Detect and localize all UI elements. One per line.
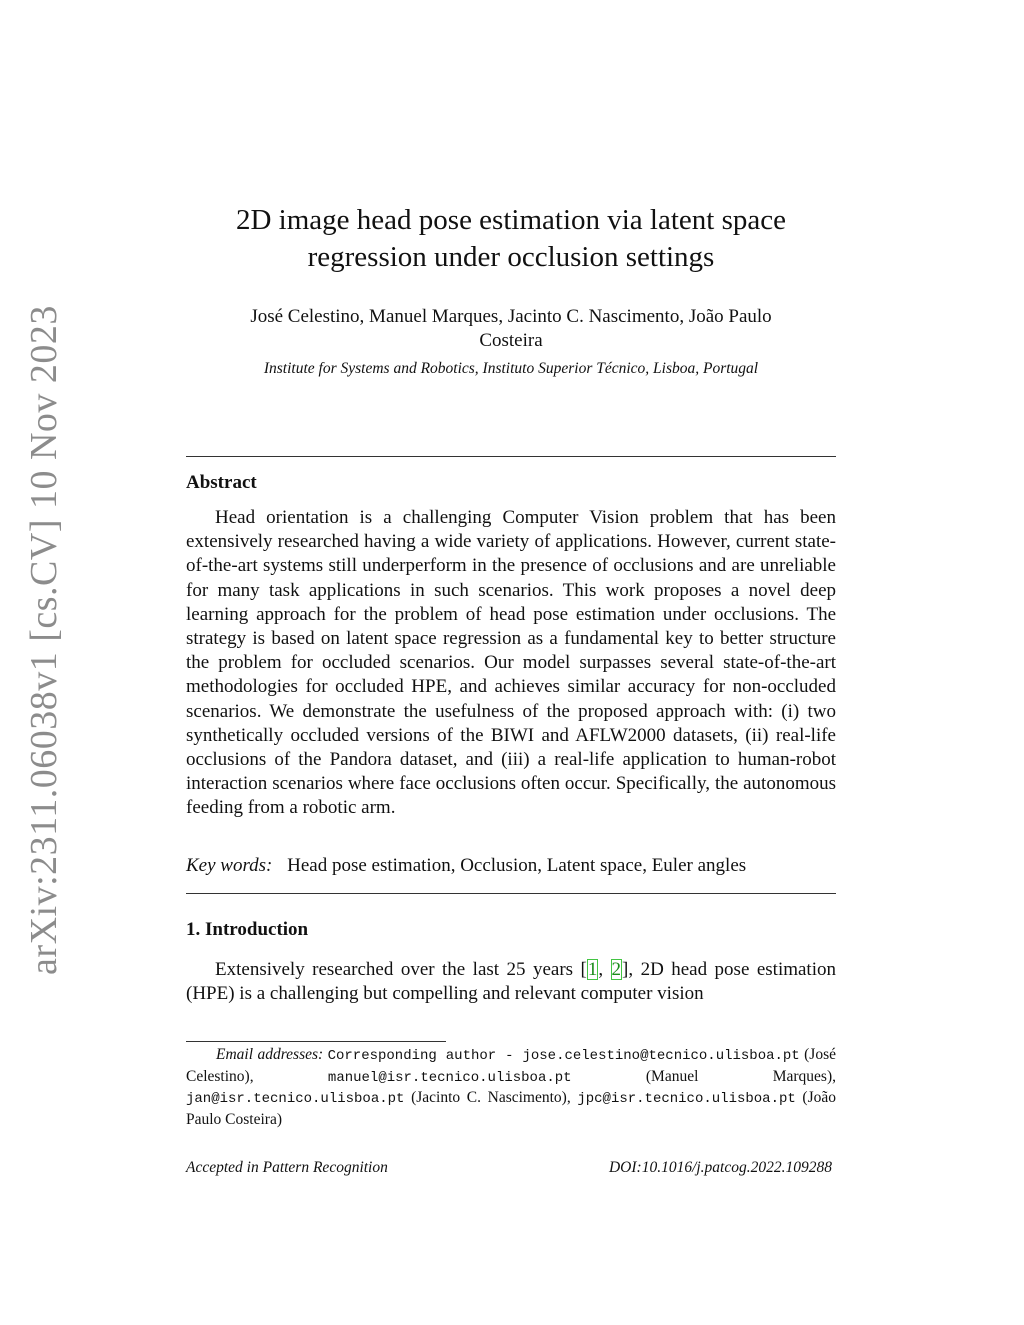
email-jacinto[interactable]: jan@isr.tecnico.ulisboa.pt [186,1091,405,1107]
keywords [186,855,836,877]
email-footnote [186,1045,836,1130]
authors-line-2: Costeira [479,330,543,351]
keywords-label: Key words: [186,855,273,876]
email-manuel[interactable]: manuel@isr.tecnico.ulisboa.pt [327,1069,572,1086]
citation-link-2[interactable]: 2 [611,959,622,980]
intro-text-before: Extensively researched over the last 25 years [ [215,959,587,980]
email-joao[interactable]: jpc@isr.tecnico.ulisboa.pt [577,1091,796,1107]
footnote-name-2: (Manuel Marques), [645,1067,836,1085]
title-line-2: regression under occlusion settings [307,241,715,273]
footnote-rule [186,1041,446,1042]
footer-doi[interactable]: DOI:10.1016/j.patcog.2022.109288 [608,1159,832,1176]
introduction-heading: 1. Introduction [186,919,309,940]
keywords-text: Head pose estimation, Occlusion, Latent space, Euler angles [287,855,747,876]
footer-journal: Accepted in Pattern Recognition [186,1159,388,1176]
title-line-1: 2D image head pose estimation via latent space [235,204,786,236]
affiliation: Institute for Systems and Robotics, Instituto Superior Técnico, Lisboa, Portugal [263,360,759,377]
citation-link-1[interactable]: 1 [587,959,598,980]
introduction-text [186,958,836,1006]
corresponding-email[interactable]: Corresponding author - jose.celestino@tecnico.ulisboa.pt [327,1048,800,1064]
author-list [186,305,836,353]
footnote-name-3: (Jacinto C. Nascimento), [411,1089,571,1106]
footnote-name-4: (João Paulo Costeira) [186,1089,836,1128]
footnote-name-1: (José Celestino), [186,1046,836,1085]
abstract-top-rule [186,456,836,457]
abstract-text: Head orientation is a challenging Computer Vision problem that has been extensively researched having a wide variety of applications. However, current state-of-the-art systems still underperform in the presence of occlusions and are unreliable for many task applications in such scenarios. This work proposes a novel deep learning approach for the problem of head pose estimation under occlusions. The strategy is based on latent space regression as a fundamental key to better structure the problem for occluded scenarios. Our model surpasses several state-of-the-art methodologies for occluded HPE, and achieves similar accuracy for non-occluded scenarios. We demonstrate the usefulness of the proposed approach with: (i) two synthetically occluded versions of the BIWI and AFLW2000 datasets, (ii) real-life occlusions of the Pandora dataset, and (iii) a real-life application to human-robot interaction scenarios where face occlusions often occur. Specifically, the autonomous feeding from a robotic arm. [186,507,836,819]
arxiv-identifier[interactable]: arXiv:2311.06038v1 [cs.CV] 10 Nov 2023 [23,305,65,975]
footnote-label: Email addresses: [216,1046,324,1063]
paper-page [186,0,836,1325]
cite-separator: , [598,959,611,980]
paper-title [186,202,836,276]
intro-text-after: ], 2D head pose estimation (HPE) is a challenging but compelling and relevant computer vision [186,959,836,1005]
abstract-heading: Abstract [186,472,257,493]
abstract-bottom-rule [186,893,836,894]
authors-line-1: José Celestino, Manuel Marques, Jacinto C. Nascimento, João Paulo [250,306,772,327]
